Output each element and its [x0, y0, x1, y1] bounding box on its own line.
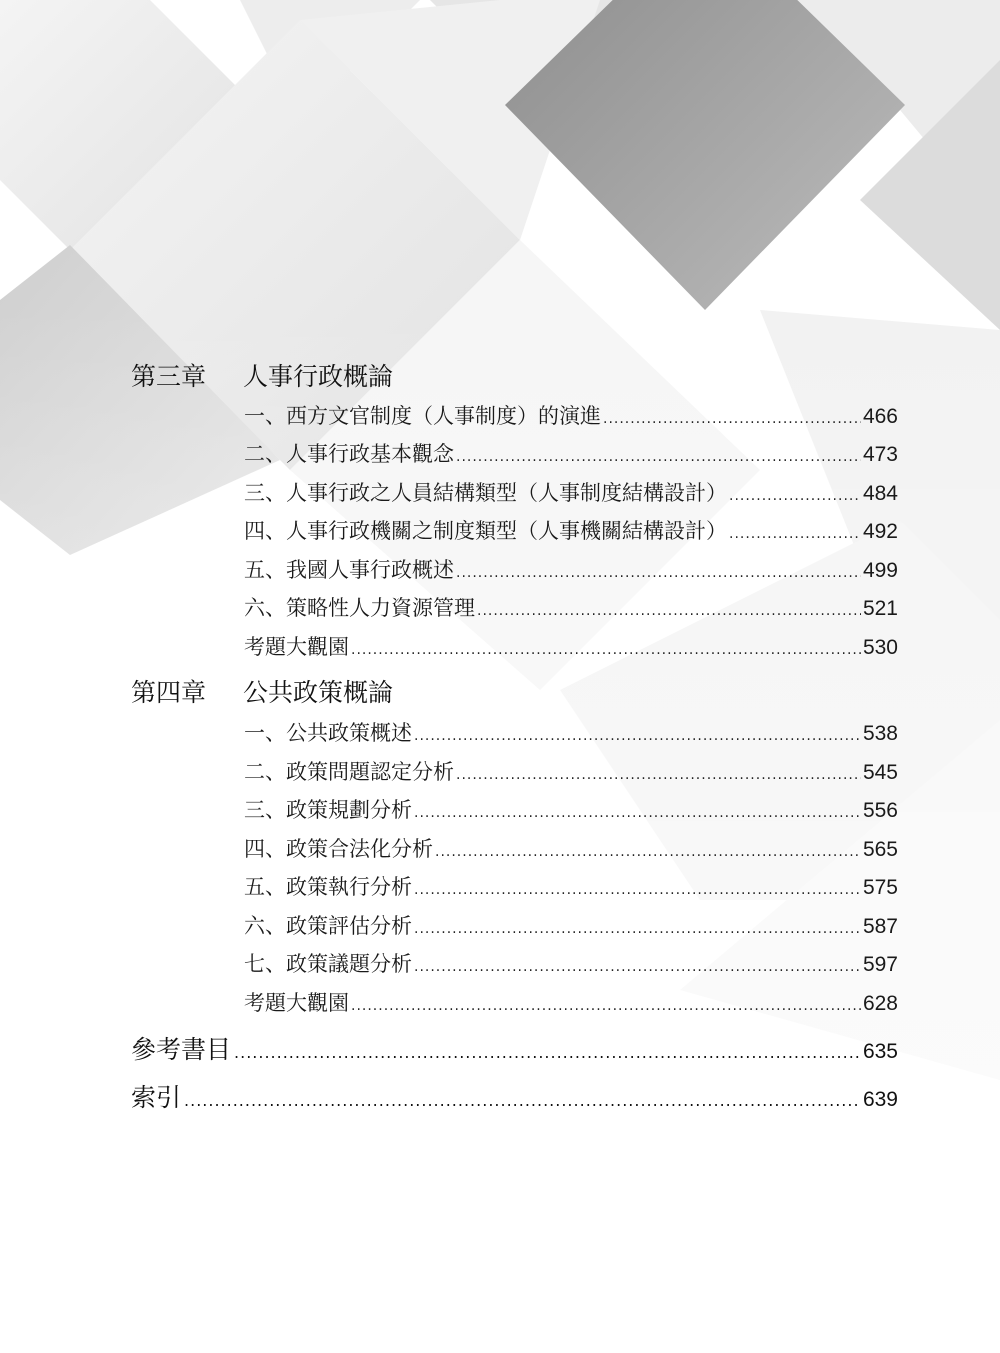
page-number: 473 [862, 443, 898, 466]
back-matter-entry[interactable] [131, 1077, 898, 1119]
dot-leader [477, 595, 861, 627]
dot-leader [234, 1032, 860, 1074]
dot-leader [414, 913, 861, 945]
entry-title: 五、我國人事行政概述 [244, 558, 454, 582]
entry-title: 參考書目 [131, 1035, 232, 1064]
toc-entry[interactable] [244, 871, 898, 903]
page-number: 484 [862, 482, 898, 505]
toc-entry[interactable] [244, 756, 898, 788]
page-number: 538 [862, 722, 898, 745]
entry-title: 一、公共政策概述 [244, 721, 412, 745]
entry-title: 五、政策執行分析 [244, 875, 412, 899]
toc-entry[interactable] [244, 717, 898, 749]
dot-leader [414, 797, 861, 829]
chapter-heading[interactable] [131, 357, 393, 397]
page-number: 492 [862, 520, 898, 543]
page-number: 530 [862, 636, 898, 659]
chapter-number: 第三章 [131, 362, 207, 391]
toc-entry[interactable] [244, 400, 898, 432]
dot-leader [435, 836, 861, 868]
dot-leader [184, 1080, 860, 1122]
entry-title: 六、策略性人力資源管理 [244, 596, 475, 620]
page-number: 575 [862, 876, 898, 899]
dot-leader [414, 951, 861, 983]
entry-title: 一、西方文官制度（人事制度）的演進 [244, 404, 601, 428]
dot-leader [456, 759, 861, 791]
dot-leader [456, 441, 861, 473]
page-number: 565 [862, 838, 898, 861]
dot-leader [351, 990, 861, 1022]
entry-title: 考題大觀園 [244, 635, 349, 659]
page-number: 499 [862, 559, 898, 582]
toc-entry[interactable] [244, 794, 898, 826]
page-number: 545 [862, 761, 898, 784]
toc-entry[interactable] [244, 833, 898, 865]
chapter-heading[interactable] [131, 673, 393, 713]
chapter-title: 公共政策概論 [243, 678, 394, 707]
toc-entry[interactable] [244, 515, 898, 547]
entry-title: 四、政策合法化分析 [244, 837, 433, 861]
toc-entry[interactable] [244, 987, 898, 1019]
page-number: 521 [862, 597, 898, 620]
toc-entry[interactable] [244, 910, 898, 942]
entry-title: 七、政策議題分析 [244, 952, 412, 976]
entry-title: 四、人事行政機關之制度類型（人事機關結構設計） [244, 519, 727, 543]
toc-entry[interactable] [244, 554, 898, 586]
toc-entry[interactable] [244, 592, 898, 624]
page-number: 628 [862, 992, 898, 1015]
dot-leader [414, 874, 861, 906]
entry-title: 二、人事行政基本觀念 [244, 442, 454, 466]
dot-leader [351, 634, 861, 666]
entry-title: 六、政策評估分析 [244, 914, 412, 938]
toc-entry[interactable] [244, 438, 898, 470]
dot-leader [729, 480, 861, 512]
dot-leader [603, 403, 861, 435]
dot-leader [414, 720, 861, 752]
page-number: 587 [862, 915, 898, 938]
page-number: 635 [862, 1040, 898, 1063]
page-number: 639 [862, 1088, 898, 1111]
dot-leader [456, 557, 861, 589]
entry-title: 三、政策規劃分析 [244, 798, 412, 822]
entry-title: 二、政策問題認定分析 [244, 760, 454, 784]
toc-entry[interactable] [244, 948, 898, 980]
back-matter-entry[interactable] [131, 1029, 898, 1071]
page-number: 597 [862, 953, 898, 976]
chapter-title: 人事行政概論 [243, 362, 394, 391]
dot-leader [729, 518, 861, 550]
entry-title: 考題大觀園 [244, 991, 349, 1015]
entry-title: 索引 [131, 1083, 182, 1112]
toc-entry[interactable] [244, 477, 898, 509]
page-number: 466 [862, 405, 898, 428]
entry-title: 三、人事行政之人員結構類型（人事制度結構設計） [244, 481, 727, 505]
chapter-number: 第四章 [131, 678, 207, 707]
page-number: 556 [862, 799, 898, 822]
toc-entry[interactable] [244, 631, 898, 663]
